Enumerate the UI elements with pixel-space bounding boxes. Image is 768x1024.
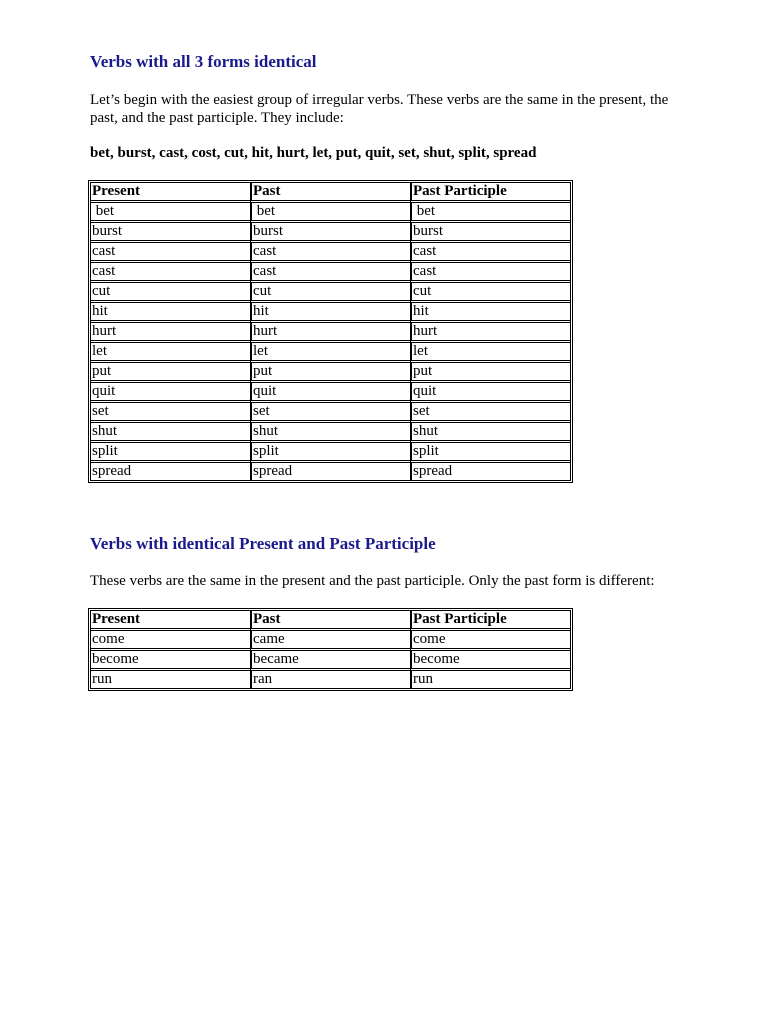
cell-present: burst bbox=[91, 223, 250, 243]
table-header-row bbox=[91, 611, 570, 631]
cell-past: burst bbox=[250, 223, 410, 243]
cell-past-participle: hit bbox=[410, 303, 570, 323]
cell-present: cast bbox=[91, 243, 250, 263]
table-row bbox=[91, 203, 570, 223]
cell-past: ran bbox=[250, 671, 410, 688]
table-row bbox=[91, 631, 570, 651]
cell-present: let bbox=[91, 343, 250, 363]
cell-present: shut bbox=[91, 423, 250, 443]
section1-intro-line1: Let’s begin with the easiest group of irregular verbs. These verbs are the same in the present, the bbox=[90, 92, 669, 108]
table-row bbox=[91, 423, 570, 443]
table-row bbox=[91, 671, 570, 688]
cell-past: quit bbox=[250, 383, 410, 403]
cell-past-participle: cut bbox=[410, 283, 570, 303]
cell-present: run bbox=[92, 671, 112, 687]
cell-past: cast bbox=[250, 263, 410, 283]
cell-past: let bbox=[250, 343, 410, 363]
table-row bbox=[91, 651, 570, 671]
cell-present: set bbox=[91, 403, 250, 423]
header-past-participle: Past Participle bbox=[410, 611, 570, 631]
cell-past-participle: quit bbox=[410, 383, 570, 403]
section1-heading: Verbs with all 3 forms identical bbox=[90, 52, 317, 71]
table-row bbox=[91, 343, 570, 363]
section2-intro: These verbs are the same in the present and the past participle. Only the past form is different: bbox=[90, 573, 655, 589]
cell-present: come bbox=[91, 631, 250, 651]
cell-present: put bbox=[91, 363, 250, 383]
cell-past: split bbox=[250, 443, 410, 463]
cell-past: spread bbox=[250, 463, 410, 480]
cell-past-participle: become bbox=[410, 651, 570, 671]
cell-present: split bbox=[91, 443, 250, 463]
cell-past-participle: hurt bbox=[410, 323, 570, 343]
table-row bbox=[91, 243, 570, 263]
cell-past: bet bbox=[250, 203, 410, 223]
cell-past: hit bbox=[250, 303, 410, 323]
header-past: Past bbox=[250, 611, 410, 631]
cell-present: bet bbox=[91, 203, 250, 223]
verbs-table-identical bbox=[88, 180, 573, 483]
header-past: Past bbox=[250, 183, 410, 203]
cell-past-participle: cast bbox=[410, 243, 570, 263]
section2-heading: Verbs with identical Present and Past Participle bbox=[90, 534, 436, 553]
cell-past-participle: burst bbox=[410, 223, 570, 243]
table-row bbox=[91, 363, 570, 383]
cell-past-participle: cast bbox=[410, 263, 570, 283]
table-row bbox=[91, 323, 570, 343]
section1-intro bbox=[90, 91, 685, 127]
table-row bbox=[91, 383, 570, 403]
cell-past: put bbox=[250, 363, 410, 383]
table-row bbox=[91, 403, 570, 423]
cell-past: became bbox=[250, 651, 410, 671]
cell-past-participle: come bbox=[410, 631, 570, 651]
cell-past-participle: put bbox=[410, 363, 570, 383]
header-present: Present bbox=[91, 183, 250, 203]
cell-past: shut bbox=[250, 423, 410, 443]
cell-past-participle: let bbox=[410, 343, 570, 363]
cell-past-participle: bet bbox=[410, 203, 570, 223]
table-header-row bbox=[91, 183, 570, 203]
table-row bbox=[91, 443, 570, 463]
cell-past-participle: run bbox=[410, 671, 570, 688]
table-row bbox=[91, 263, 570, 283]
table-row bbox=[91, 223, 570, 243]
cell-present: quit bbox=[91, 383, 250, 403]
table-row bbox=[91, 463, 570, 480]
cell-past-participle: split bbox=[410, 443, 570, 463]
cell-past: cut bbox=[250, 283, 410, 303]
cell-past: set bbox=[250, 403, 410, 423]
header-past-participle: Past Participle bbox=[410, 183, 570, 203]
table-row bbox=[91, 303, 570, 323]
cell-past-participle: set bbox=[410, 403, 570, 423]
cell-present: cast bbox=[91, 263, 250, 283]
cell-past-participle: shut bbox=[410, 423, 570, 443]
cell-present: spread bbox=[92, 463, 132, 479]
section1-verb-list: bet, burst, cast, cost, cut, hit, hurt, let, put, quit, set, shut, split, spread bbox=[90, 145, 537, 161]
cell-past-participle: spread bbox=[410, 463, 570, 480]
cell-past: hurt bbox=[250, 323, 410, 343]
cell-present: become bbox=[91, 651, 250, 671]
cell-present: cut bbox=[91, 283, 250, 303]
cell-past: cast bbox=[250, 243, 410, 263]
header-present: Present bbox=[91, 611, 250, 631]
verbs-table-present-participle bbox=[88, 608, 573, 691]
cell-present: hurt bbox=[91, 323, 250, 343]
table-row bbox=[91, 283, 570, 303]
section1-intro-line2: past, and the past participle. They include: bbox=[90, 110, 344, 126]
cell-past: came bbox=[250, 631, 410, 651]
cell-present: hit bbox=[91, 303, 250, 323]
